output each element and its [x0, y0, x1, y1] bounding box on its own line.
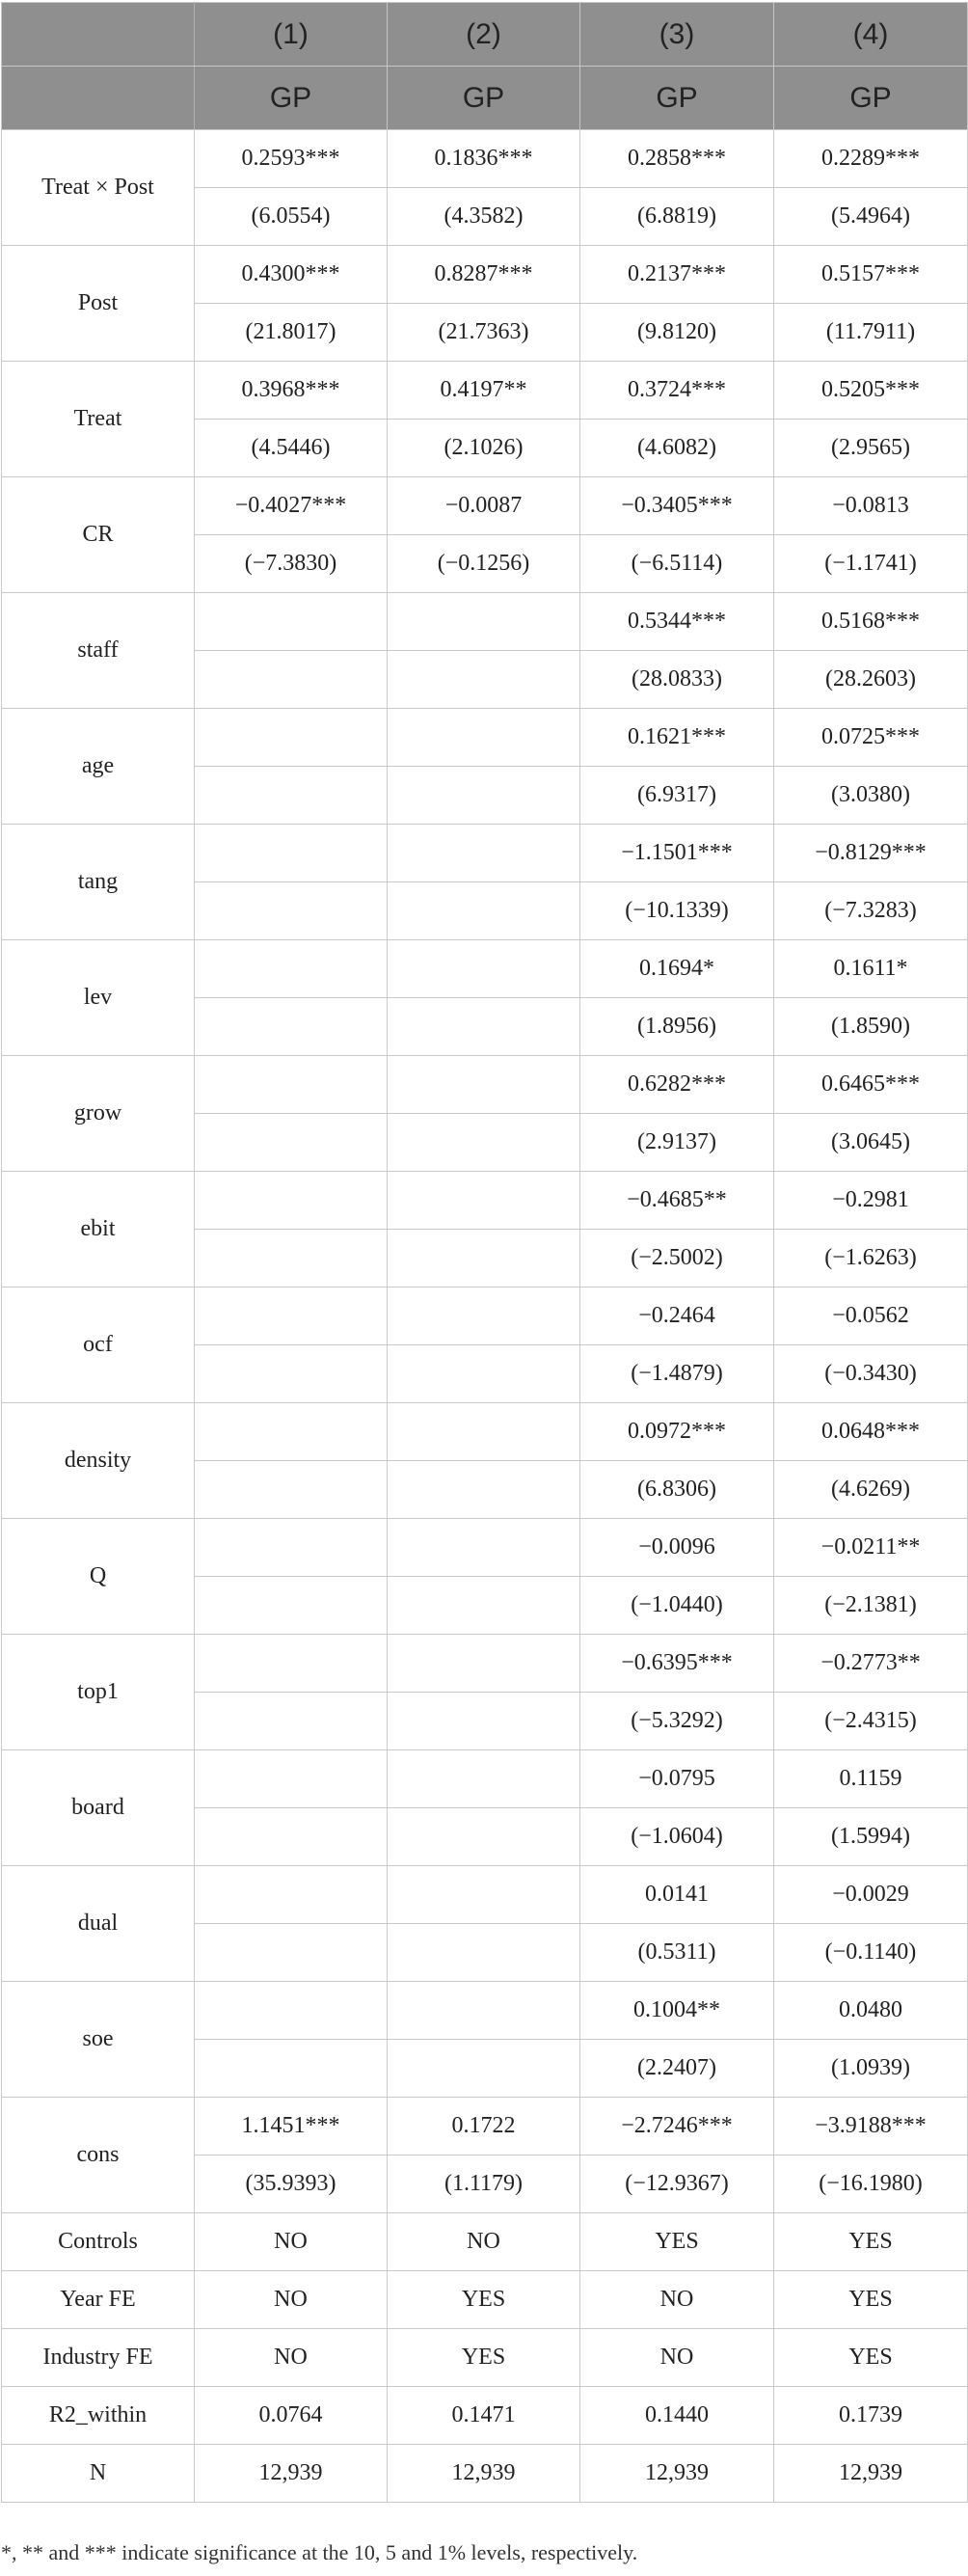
coefficient-cell: −0.0795: [580, 1750, 774, 1808]
summary-cell: YES: [774, 2213, 968, 2271]
t-statistic-cell: (4.6269): [774, 1461, 968, 1519]
t-statistic-cell: [388, 1345, 580, 1403]
coefficient-cell: [195, 940, 388, 998]
coefficient-cell: −0.4027***: [195, 477, 388, 535]
coefficient-cell: [195, 709, 388, 767]
coefficient-cell: 0.1611*: [774, 940, 968, 998]
summary-cell: NO: [580, 2271, 774, 2329]
summary-cell: YES: [388, 2271, 580, 2329]
coefficient-cell: −0.0211**: [774, 1519, 968, 1577]
t-statistic-cell: (2.1026): [388, 420, 580, 477]
row-label: R2_within: [2, 2387, 195, 2445]
coefficient-cell: 0.3724***: [580, 362, 774, 420]
row-label: ebit: [2, 1172, 195, 1288]
row-label: Controls: [2, 2213, 195, 2271]
row-label: cons: [2, 2098, 195, 2213]
coefficient-cell: 0.1621***: [580, 709, 774, 767]
row-label: N: [2, 2445, 195, 2503]
header-row-depvar: [2, 67, 968, 130]
t-statistic-cell: [388, 651, 580, 709]
coefficient-cell: −0.2981: [774, 1172, 968, 1230]
coefficient-cell: 0.0725***: [774, 709, 968, 767]
t-statistic-cell: [388, 1114, 580, 1172]
t-statistic-cell: [388, 1577, 580, 1635]
table-footnote: *, ** and *** indicate significance at the 10, 5 and 1% levels, respectively.: [1, 2540, 638, 2564]
column-header: (4): [774, 3, 968, 67]
t-statistic-cell: (−16.1980): [774, 2156, 968, 2213]
table-row-coefficient: [2, 1519, 968, 1577]
coefficient-cell: [195, 1982, 388, 2040]
coefficient-cell: [195, 1866, 388, 1924]
coefficient-cell: −0.2464: [580, 1288, 774, 1345]
row-label: soe: [2, 1982, 195, 2098]
summary-cell: 12,939: [195, 2445, 388, 2503]
t-statistic-cell: [195, 1924, 388, 1982]
row-label: CR: [2, 477, 195, 593]
t-statistic-cell: (−10.1339): [580, 882, 774, 940]
coefficient-cell: 0.1722: [388, 2098, 580, 2156]
table-row-coefficient: [2, 709, 968, 767]
row-label: top1: [2, 1635, 195, 1750]
coefficient-cell: 0.0972***: [580, 1403, 774, 1461]
t-statistic-cell: (−2.5002): [580, 1230, 774, 1288]
summary-cell: 0.1471: [388, 2387, 580, 2445]
table-row-summary: [2, 2445, 968, 2503]
table-row-coefficient: [2, 1403, 968, 1461]
t-statistic-cell: (−0.1256): [388, 535, 580, 593]
coefficient-cell: [388, 1056, 580, 1114]
depvar-header: GP: [580, 67, 774, 130]
t-statistic-cell: [195, 2040, 388, 2098]
coefficient-cell: [388, 1519, 580, 1577]
table-row-summary: [2, 2271, 968, 2329]
coefficient-cell: 0.0648***: [774, 1403, 968, 1461]
coefficient-cell: 0.5205***: [774, 362, 968, 420]
t-statistic-cell: (−1.0440): [580, 1577, 774, 1635]
t-statistic-cell: (−5.3292): [580, 1693, 774, 1750]
coefficient-cell: [388, 1635, 580, 1693]
coefficient-cell: −0.2773**: [774, 1635, 968, 1693]
coefficient-cell: 0.2137***: [580, 246, 774, 304]
column-header: (3): [580, 3, 774, 67]
t-statistic-cell: (−12.9367): [580, 2156, 774, 2213]
row-label: Q: [2, 1519, 195, 1635]
coefficient-cell: [388, 1750, 580, 1808]
t-statistic-cell: (−1.6263): [774, 1230, 968, 1288]
regression-table: [1, 2, 968, 2503]
summary-cell: 0.0764: [195, 2387, 388, 2445]
coefficient-cell: −0.4685**: [580, 1172, 774, 1230]
coefficient-cell: −0.3405***: [580, 477, 774, 535]
coefficient-cell: 0.1694*: [580, 940, 774, 998]
summary-cell: NO: [195, 2329, 388, 2387]
row-label: grow: [2, 1056, 195, 1172]
coefficient-cell: −0.6395***: [580, 1635, 774, 1693]
t-statistic-cell: [195, 998, 388, 1056]
coefficient-cell: −1.1501***: [580, 825, 774, 882]
coefficient-cell: [195, 1750, 388, 1808]
table-row-coefficient: [2, 940, 968, 998]
t-statistic-cell: [388, 2040, 580, 2098]
coefficient-cell: 0.8287***: [388, 246, 580, 304]
t-statistic-cell: [195, 882, 388, 940]
coefficient-cell: [195, 1288, 388, 1345]
coefficient-cell: [195, 825, 388, 882]
coefficient-cell: 0.0480: [774, 1982, 968, 2040]
t-statistic-cell: (21.8017): [195, 304, 388, 362]
coefficient-cell: [195, 1172, 388, 1230]
t-statistic-cell: (28.2603): [774, 651, 968, 709]
table-row-coefficient: [2, 1635, 968, 1693]
coefficient-cell: 0.1836***: [388, 130, 580, 188]
t-statistic-cell: (35.9393): [195, 2156, 388, 2213]
t-statistic-cell: (1.0939): [774, 2040, 968, 2098]
coefficient-cell: [195, 1635, 388, 1693]
depvar-header: GP: [774, 67, 968, 130]
table-row-summary: [2, 2387, 968, 2445]
table-row-coefficient: [2, 1982, 968, 2040]
table-row-summary: [2, 2329, 968, 2387]
t-statistic-cell: (−2.4315): [774, 1693, 968, 1750]
coefficient-cell: 0.5157***: [774, 246, 968, 304]
header-corner-cell: [2, 3, 195, 67]
row-label: tang: [2, 825, 195, 940]
coefficient-cell: 0.0141: [580, 1866, 774, 1924]
table-row-coefficient: [2, 1172, 968, 1230]
t-statistic-cell: (3.0380): [774, 767, 968, 825]
row-label: Year FE: [2, 2271, 195, 2329]
t-statistic-cell: [195, 1345, 388, 1403]
column-header: (2): [388, 3, 580, 67]
coefficient-cell: [388, 709, 580, 767]
summary-cell: NO: [388, 2213, 580, 2271]
table-row-summary: [2, 2213, 968, 2271]
t-statistic-cell: (−7.3283): [774, 882, 968, 940]
coefficient-cell: −0.0087: [388, 477, 580, 535]
t-statistic-cell: [195, 1693, 388, 1750]
t-statistic-cell: (−6.5114): [580, 535, 774, 593]
coefficient-cell: −0.0096: [580, 1519, 774, 1577]
row-label: board: [2, 1750, 195, 1866]
table-row-coefficient: [2, 2098, 968, 2156]
t-statistic-cell: (−2.1381): [774, 1577, 968, 1635]
t-statistic-cell: (−0.1140): [774, 1924, 968, 1982]
t-statistic-cell: [195, 651, 388, 709]
table-row-coefficient: [2, 1288, 968, 1345]
table-body: [2, 130, 968, 2503]
summary-cell: YES: [388, 2329, 580, 2387]
coefficient-cell: [388, 593, 580, 651]
summary-cell: 12,939: [388, 2445, 580, 2503]
coefficient-cell: 0.4300***: [195, 246, 388, 304]
coefficient-cell: [388, 825, 580, 882]
t-statistic-cell: (6.8306): [580, 1461, 774, 1519]
t-statistic-cell: (4.6082): [580, 420, 774, 477]
header-row-columns: [2, 3, 968, 67]
coefficient-cell: 0.3968***: [195, 362, 388, 420]
summary-cell: NO: [195, 2213, 388, 2271]
coefficient-cell: [195, 1403, 388, 1461]
coefficient-cell: 0.6465***: [774, 1056, 968, 1114]
t-statistic-cell: (−0.3430): [774, 1345, 968, 1403]
coefficient-cell: [388, 1172, 580, 1230]
row-label: density: [2, 1403, 195, 1519]
t-statistic-cell: [195, 1461, 388, 1519]
depvar-header: GP: [195, 67, 388, 130]
summary-cell: 0.1739: [774, 2387, 968, 2445]
row-label: lev: [2, 940, 195, 1056]
t-statistic-cell: [195, 767, 388, 825]
coefficient-cell: [388, 1403, 580, 1461]
summary-cell: 12,939: [774, 2445, 968, 2503]
t-statistic-cell: (21.7363): [388, 304, 580, 362]
table-row-coefficient: [2, 825, 968, 882]
summary-cell: YES: [774, 2271, 968, 2329]
t-statistic-cell: [388, 1693, 580, 1750]
t-statistic-cell: [388, 767, 580, 825]
t-statistic-cell: (1.1179): [388, 2156, 580, 2213]
t-statistic-cell: (1.5994): [774, 1808, 968, 1866]
t-statistic-cell: (9.8120): [580, 304, 774, 362]
table-row-coefficient: [2, 130, 968, 188]
coefficient-cell: [388, 1288, 580, 1345]
coefficient-cell: −0.0562: [774, 1288, 968, 1345]
coefficient-cell: 0.4197**: [388, 362, 580, 420]
t-statistic-cell: [195, 1230, 388, 1288]
coefficient-cell: 0.2858***: [580, 130, 774, 188]
table-row-coefficient: [2, 477, 968, 535]
summary-cell: NO: [580, 2329, 774, 2387]
t-statistic-cell: (5.4964): [774, 188, 968, 246]
t-statistic-cell: (6.8819): [580, 188, 774, 246]
row-label: age: [2, 709, 195, 825]
t-statistic-cell: [388, 1808, 580, 1866]
coefficient-cell: 0.2289***: [774, 130, 968, 188]
depvar-header: GP: [388, 67, 580, 130]
t-statistic-cell: [388, 1461, 580, 1519]
t-statistic-cell: (4.3582): [388, 188, 580, 246]
table-row-coefficient: [2, 593, 968, 651]
coefficient-cell: 0.1159: [774, 1750, 968, 1808]
coefficient-cell: 0.5344***: [580, 593, 774, 651]
table-row-coefficient: [2, 362, 968, 420]
t-statistic-cell: (−1.0604): [580, 1808, 774, 1866]
table-row-coefficient: [2, 246, 968, 304]
t-statistic-cell: (11.7911): [774, 304, 968, 362]
coefficient-cell: [195, 593, 388, 651]
coefficient-cell: [388, 940, 580, 998]
t-statistic-cell: (4.5446): [195, 420, 388, 477]
t-statistic-cell: (6.9317): [580, 767, 774, 825]
table-row-coefficient: [2, 1750, 968, 1808]
row-label: Treat × Post: [2, 130, 195, 246]
row-label: staff: [2, 593, 195, 709]
t-statistic-cell: [388, 1924, 580, 1982]
coefficient-cell: −0.0813: [774, 477, 968, 535]
coefficient-cell: −3.9188***: [774, 2098, 968, 2156]
header-corner-cell: [2, 67, 195, 130]
t-statistic-cell: (28.0833): [580, 651, 774, 709]
row-label: Post: [2, 246, 195, 362]
summary-cell: 12,939: [580, 2445, 774, 2503]
t-statistic-cell: [195, 1577, 388, 1635]
row-label: Treat: [2, 362, 195, 477]
coefficient-cell: −0.0029: [774, 1866, 968, 1924]
t-statistic-cell: (2.2407): [580, 2040, 774, 2098]
coefficient-cell: [195, 1519, 388, 1577]
coefficient-cell: 0.2593***: [195, 130, 388, 188]
coefficient-cell: [388, 1982, 580, 2040]
t-statistic-cell: [388, 998, 580, 1056]
summary-cell: NO: [195, 2271, 388, 2329]
t-statistic-cell: (2.9137): [580, 1114, 774, 1172]
summary-cell: YES: [580, 2213, 774, 2271]
row-label: Industry FE: [2, 2329, 195, 2387]
t-statistic-cell: (0.5311): [580, 1924, 774, 1982]
coefficient-cell: 0.5168***: [774, 593, 968, 651]
t-statistic-cell: (3.0645): [774, 1114, 968, 1172]
t-statistic-cell: (−1.1741): [774, 535, 968, 593]
t-statistic-cell: [195, 1808, 388, 1866]
coefficient-cell: 0.6282***: [580, 1056, 774, 1114]
table-row-coefficient: [2, 1866, 968, 1924]
t-statistic-cell: [388, 1230, 580, 1288]
t-statistic-cell: (1.8956): [580, 998, 774, 1056]
coefficient-cell: [195, 1056, 388, 1114]
row-label: ocf: [2, 1288, 195, 1403]
coefficient-cell: −2.7246***: [580, 2098, 774, 2156]
summary-cell: YES: [774, 2329, 968, 2387]
t-statistic-cell: (2.9565): [774, 420, 968, 477]
column-header: (1): [195, 3, 388, 67]
t-statistic-cell: (−1.4879): [580, 1345, 774, 1403]
t-statistic-cell: [388, 882, 580, 940]
table-row-coefficient: [2, 1056, 968, 1114]
coefficient-cell: 1.1451***: [195, 2098, 388, 2156]
summary-cell: 0.1440: [580, 2387, 774, 2445]
coefficient-cell: −0.8129***: [774, 825, 968, 882]
row-label: dual: [2, 1866, 195, 1982]
t-statistic-cell: (−7.3830): [195, 535, 388, 593]
t-statistic-cell: (1.8590): [774, 998, 968, 1056]
t-statistic-cell: [195, 1114, 388, 1172]
coefficient-cell: [388, 1866, 580, 1924]
t-statistic-cell: (6.0554): [195, 188, 388, 246]
coefficient-cell: 0.1004**: [580, 1982, 774, 2040]
